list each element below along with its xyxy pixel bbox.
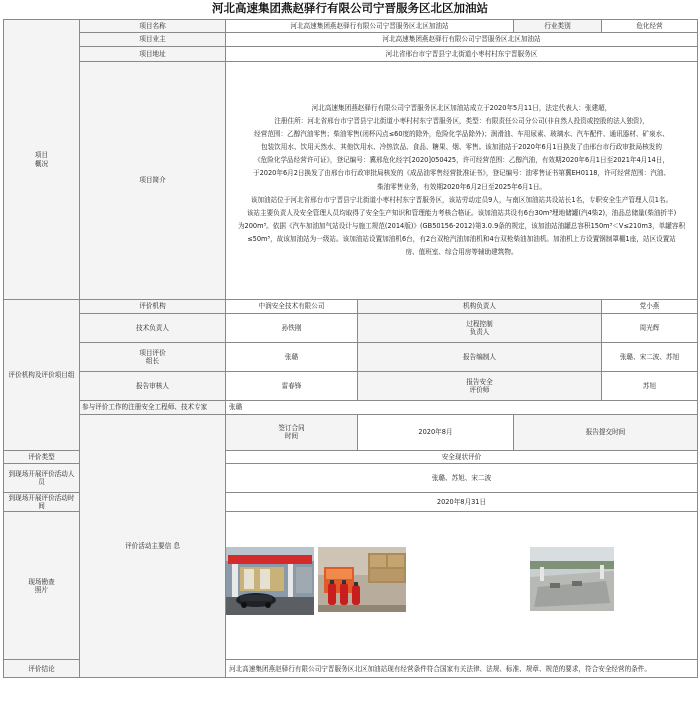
safety-reviewer-label: 报告安全 评价师 — [358, 372, 602, 401]
project-overview-section-label: 项目 概况 — [4, 20, 80, 300]
evaluation-org-section-label: 评价机构及评价项目组 — [4, 300, 80, 451]
intro-paragraph: 为200m³。依据《汽车加油加气站设计与施工规范(2014版)》(GB50156-2012)第3.0.9条的规定，该加油站油罐总容积150m³＜V≤210m3，单罐容积 — [237, 221, 686, 230]
process-head-value: 周光辉 — [602, 314, 698, 343]
org-head-value: 党小燕 — [602, 300, 698, 314]
project-name-value: 河北高速集团燕赵驿行有限公司宁晋服务区北区加油站 — [226, 20, 514, 33]
industry-label: 行业类别 — [514, 20, 602, 33]
tech-head-label: 技术负责人 — [80, 314, 226, 343]
photos-area — [226, 512, 698, 660]
team-lead-value: 张璐 — [226, 343, 358, 372]
site-time-label: 到现场开展评价活动时间 — [4, 492, 80, 511]
engineers-label: 参与评价工作的注册安全工程师、技术专家 — [80, 401, 226, 415]
intro-paragraph: 于2020年6月2日换发了由邢台市行政审批局核发的《成品油零售经营批准证书》，登记编号：油零售证书第冀EH0118，许可经营范围：汽油、 — [252, 169, 671, 178]
org-value: 中润安全技术有限公司 — [226, 300, 358, 314]
site-staff-value: 张璐、苏旭、宋二波 — [226, 463, 698, 492]
contract-value: 2020年8月 — [358, 415, 514, 451]
intro-paragraph: 经营范围：乙醇汽油零售；柴油零售(闭杯闪点≤60度的除外，危险化学品除外)；润滑油、车用尿素、玻璃水、汽车配件、通讯器材、矿泉水、 — [254, 130, 669, 139]
info-table — [3, 19, 698, 678]
project-intro-label: 项目简介 — [80, 62, 226, 300]
eval-type-value: 安全现状评价 — [226, 450, 698, 463]
intro-paragraph: ≤50m³，故该加油站为一级站。该加油站设置加油机6台，有2台双枪汽油加油机和4台双枪柴油加油机。加油机上方设置钢制罩棚1座，站区设置站 — [247, 234, 676, 243]
tank-area-photo — [530, 547, 614, 611]
reviewer-label: 报告审核人 — [80, 372, 226, 401]
station-front-photo — [226, 547, 314, 615]
tech-head-value: 孙铁刚 — [226, 314, 358, 343]
org-label: 评价机构 — [80, 300, 226, 314]
intro-paragraph: 河北高速集团燕赵驿行有限公司宁晋服务区北区加油站成立于2020年5月11日，法定代表人：张建超， — [311, 103, 612, 112]
site-time-value: 2020年8月31日 — [226, 492, 698, 511]
evaluation-activity-section-label: 评价活动主要信 息 — [80, 415, 226, 678]
project-address-value: 河北省邢台市宁晋县宁北街道小枣村村东宁晋服务区 — [226, 47, 698, 62]
project-owner-label: 项目业主 — [80, 33, 226, 47]
fire-extinguishers-photo — [318, 547, 406, 612]
report-writer-value: 张璐、宋二波、苏旭 — [602, 343, 698, 372]
project-owner-value: 河北高速集团燕赵驿行有限公司宁晋服务区北区加油站 — [226, 33, 698, 47]
engineers-value: 张璐 — [226, 401, 698, 415]
intro-paragraph: 包装饮用水、饮用天然水、其他饮用水、冷热饮品、食品、糖果、烟、零售。该加油站于2020年6月1日换发了由邢台市行政审批局核发的 — [260, 143, 662, 152]
safety-reviewer-value: 苏旭 — [602, 372, 698, 401]
site-staff-label: 到现场开展评价活动人员 — [4, 463, 80, 492]
intro-paragraph: 柴油零售业务，有效期2020年6月2日至2025年6月1日。 — [376, 182, 547, 191]
eval-type-label: 评价类型 — [4, 450, 80, 463]
intro-paragraph: 该站主要负责人及安全管理人员均取得了安全生产知识和管理能力考核合格证。该加油站共设有6台30m³埋地储罐(汽4柴2)，油品总储量(柴油折半) — [246, 208, 677, 217]
team-lead-label: 项目评价 组长 — [80, 343, 226, 372]
intro-paragraph: 《危险化学品经营许可证》，登记编号：冀邢危化经字[2020]050425，许可经营范围：乙醇汽油，有效期2020年6月1日至2021年4月14日， — [254, 156, 669, 165]
intro-paragraph: 房、值班室、综合用房等辅助建筑物。 — [405, 247, 518, 256]
conclusion-value: 河北高速集团燕赵驿行有限公司宁晋服务区北区加油站现有经营条件符合国家有关法律、法规、标准、规章、规范的要求，符合安全经营的条件。 — [226, 660, 698, 678]
page-title: 河北高速集团燕赵驿行有限公司宁晋服务区北区加油站 — [212, 1, 488, 15]
org-head-label: 机构负责人 — [358, 300, 602, 314]
project-intro-text — [226, 62, 698, 300]
contract-label: 签订合同 时间 — [226, 415, 358, 451]
report-writer-label: 报告编制人 — [358, 343, 602, 372]
project-address-label: 项目地址 — [80, 47, 226, 62]
project-name-label: 项目名称 — [80, 20, 226, 33]
reviewer-value: 雷春锋 — [226, 372, 358, 401]
intro-paragraph: 注册住所：河北省邢台市宁晋县宁北街道小枣村村东宁晋服务区，类型：有限责任公司分公司(非自然人投资或控股的法人独资)， — [274, 117, 649, 126]
process-head-label: 过程控制 负责人 — [358, 314, 602, 343]
conclusion-label: 评价结论 — [4, 660, 80, 678]
intro-paragraph: 该加油站位于河北省邢台市宁晋县宁北街道小枣村村东宁晋服务区，该站劳动定员9人，与南区加油站共设站长1名，专职安全生产管理人员1名。 — [250, 195, 673, 204]
industry-value: 危化经营 — [602, 20, 698, 33]
photos-label: 现场勘查 照片 — [4, 512, 80, 660]
report-submit-label: 报告提交时间 — [514, 415, 698, 451]
